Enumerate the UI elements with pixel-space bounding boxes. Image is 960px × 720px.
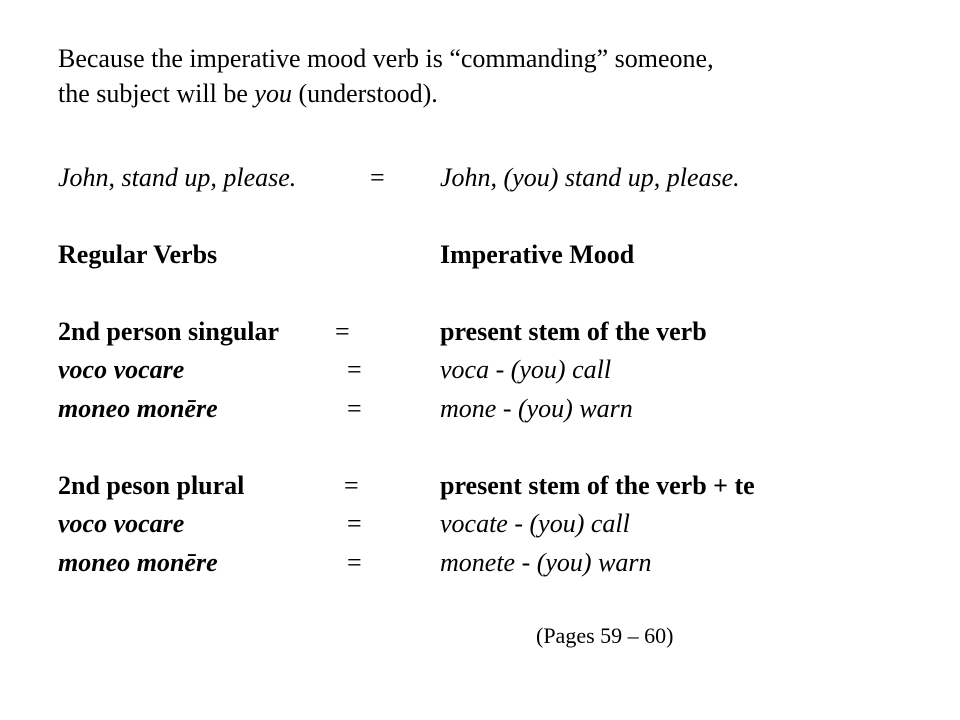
singular-form-2: mone - (you) warn [440, 394, 633, 423]
pages-note: (Pages 59 – 60) [536, 623, 674, 648]
plural-equals: = [344, 471, 359, 500]
intro-you: you [254, 78, 292, 108]
headers-row [58, 236, 918, 274]
singular-equals: = [335, 317, 350, 346]
singular-verb-2: moneo monēre [58, 394, 218, 423]
plural-verb-1: voco vocare [58, 509, 185, 538]
plural-rule: present stem of the verb + te [440, 471, 755, 500]
example-equals: = [370, 163, 385, 192]
singular-verb-1: voco vocare [58, 355, 185, 384]
plural-rule-row [58, 467, 918, 505]
intro-line-1: Because the imperative mood verb is “commanding” someone, [58, 44, 714, 73]
intro-line-2-pre: the subject will be [58, 78, 255, 108]
plural-form-2: monete - (you) warn [440, 548, 652, 577]
plural-form-1: vocate - (you) call [440, 509, 630, 538]
singular-equals-2: = [347, 394, 362, 423]
intro-text [58, 42, 918, 112]
plural-row-2 [58, 544, 918, 582]
example-row [58, 159, 918, 197]
intro-line-2-post: (understood). [291, 78, 438, 108]
header-regular-verbs: Regular Verbs [58, 240, 218, 269]
singular-equals-1: = [347, 355, 362, 384]
singular-row-2 [58, 390, 918, 428]
intro-line-2 [58, 77, 918, 112]
plural-equals-1: = [347, 509, 362, 538]
singular-form-1: voca - (you) call [440, 355, 612, 384]
plural-equals-2: = [347, 548, 362, 577]
singular-label: 2nd person singular [58, 317, 280, 346]
singular-rule-row [58, 313, 918, 351]
example-right: John, (you) stand up, please. [440, 163, 740, 192]
singular-row-1 [58, 351, 918, 389]
example-left: John, stand up, please. [58, 163, 297, 192]
header-imperative-mood: Imperative Mood [440, 240, 635, 269]
singular-rule: present stem of the verb [440, 317, 707, 346]
plural-verb-2: moneo monēre [58, 548, 218, 577]
plural-row-1 [58, 505, 918, 543]
plural-label: 2nd peson plural [58, 471, 245, 500]
